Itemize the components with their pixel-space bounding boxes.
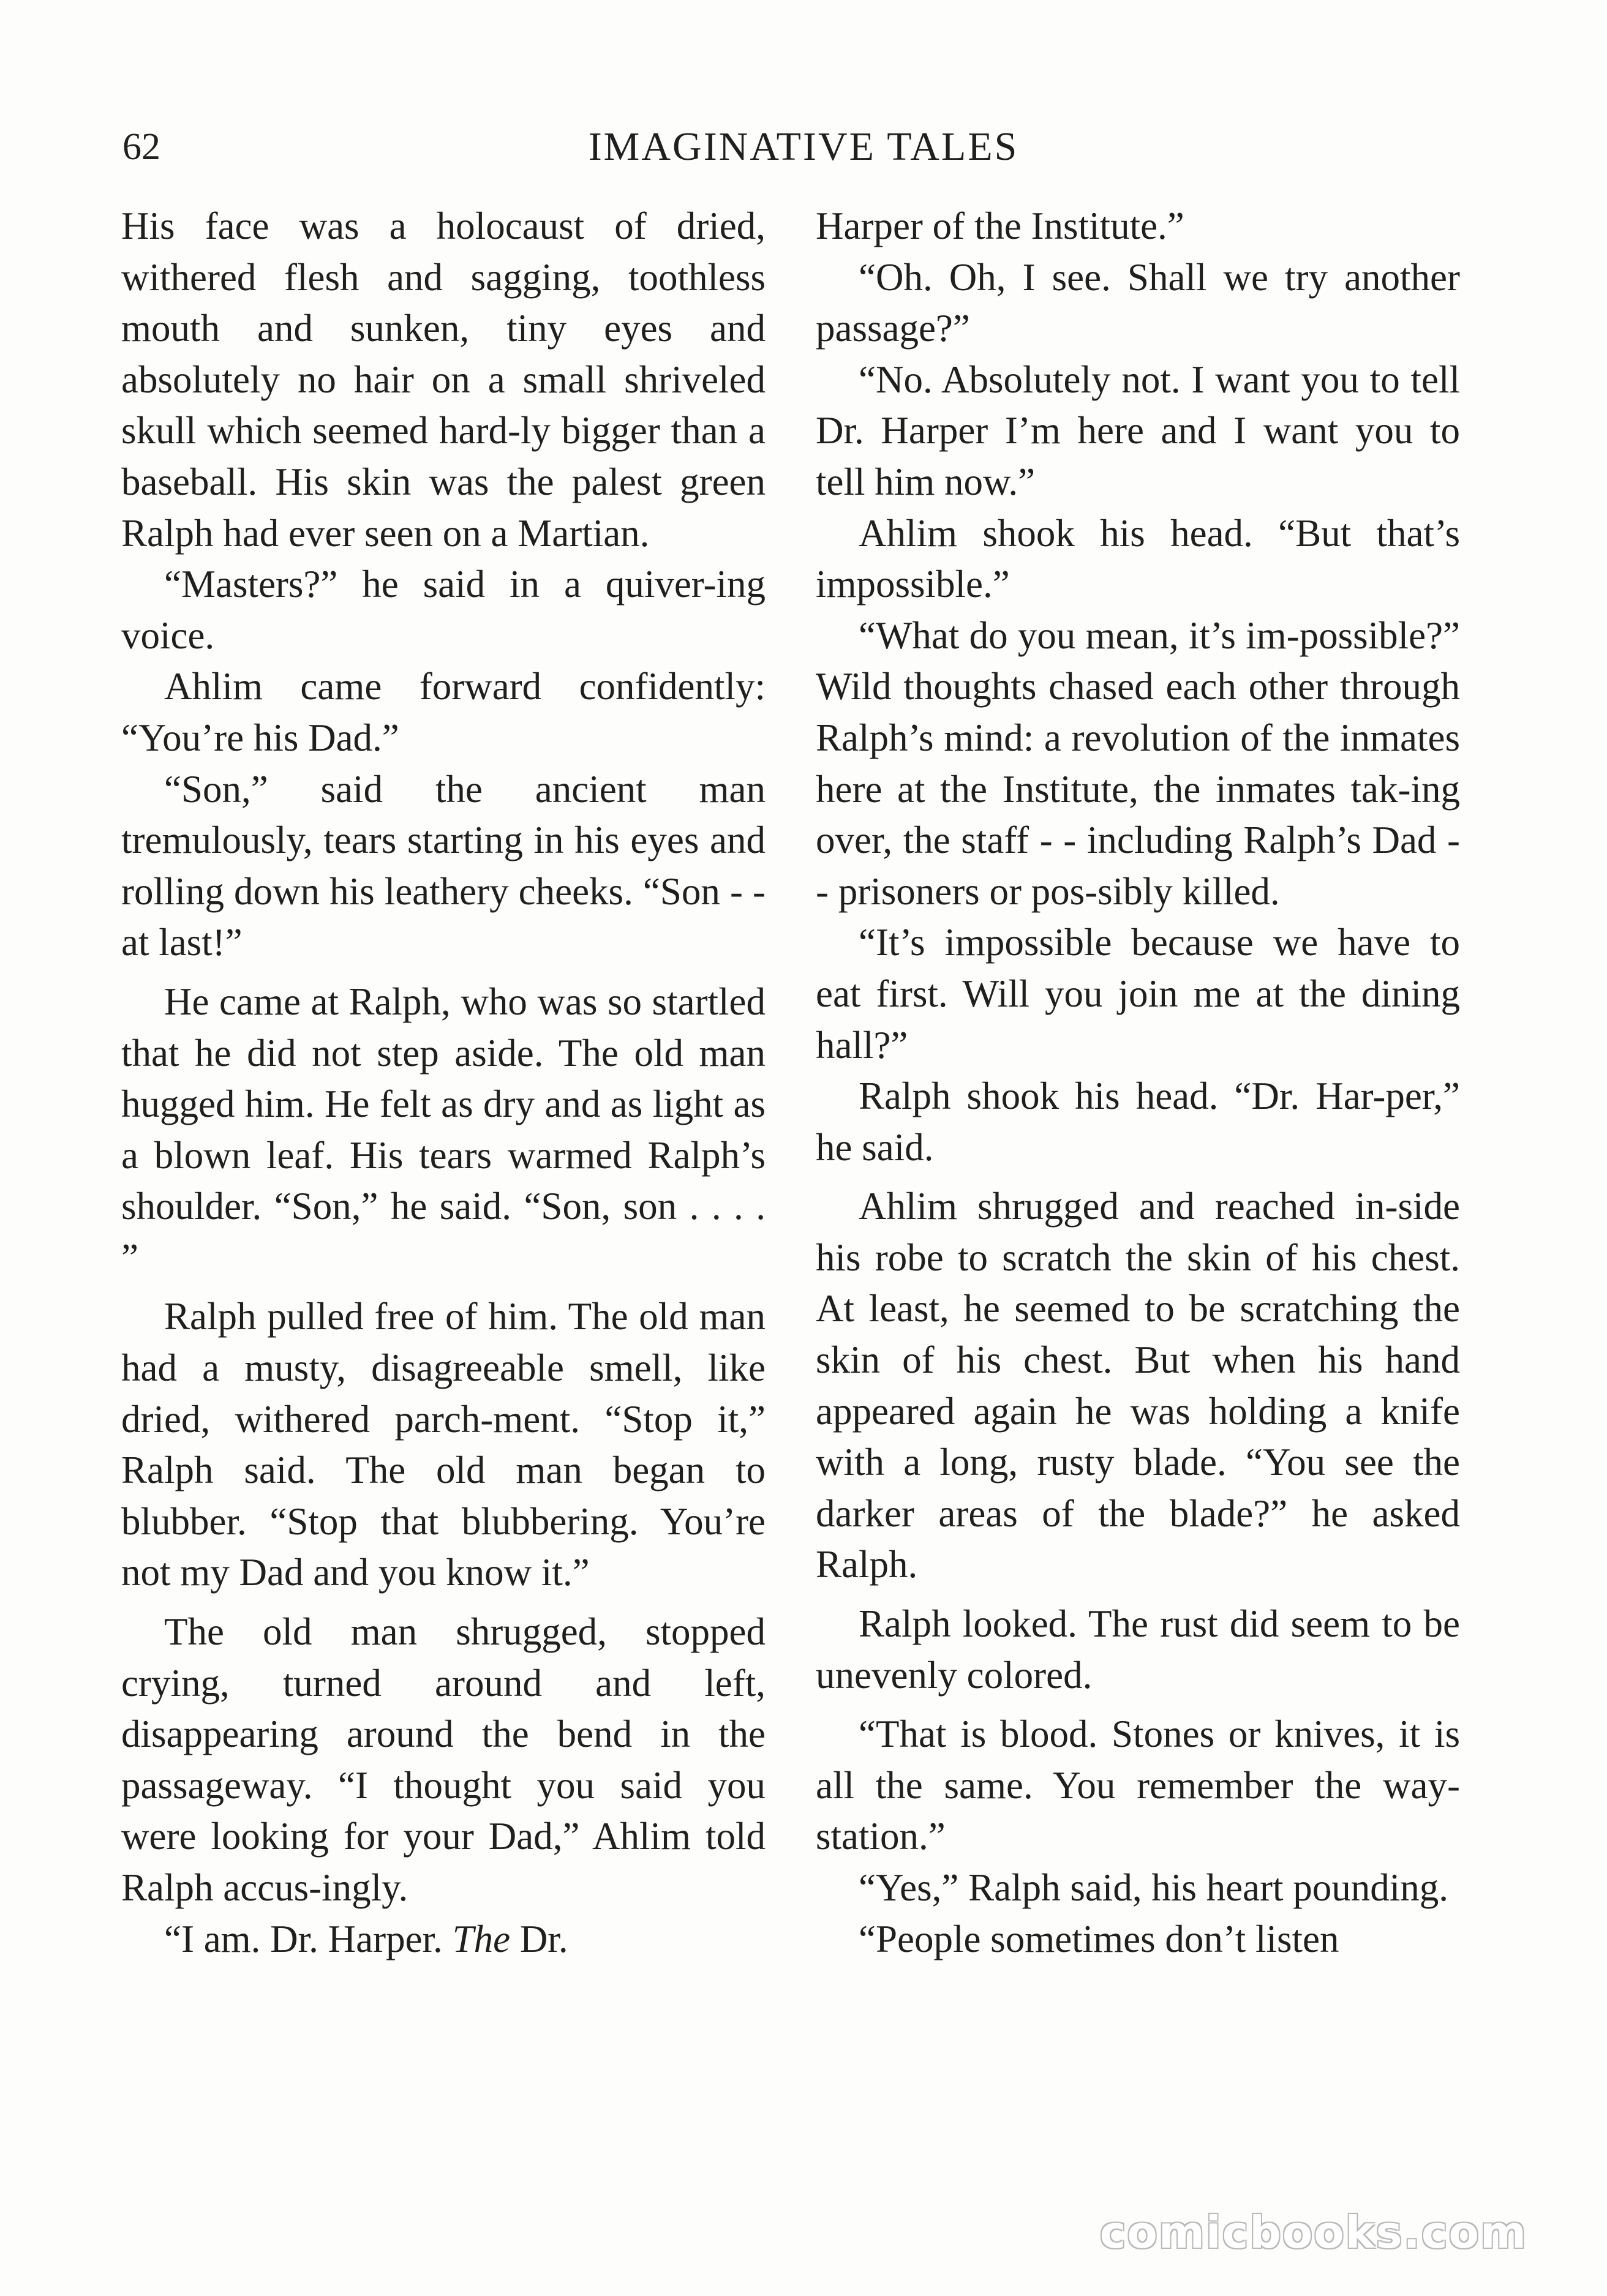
right-column [816,201,1460,1965]
paragraph: “That is blood. Stones or knives, it is all the same. You remember the way-station.” [816,1713,1460,1858]
paragraph: “People sometimes don’t listen [859,1917,1339,1960]
paragraph: Ralph shook his head. “Dr. Har-per,” he said. [816,1075,1460,1169]
paragraph: The old man shrugged, stopped crying, turned around and left, disappearing around the bend in the passageway. “I thought you said you were looking for your Dad,” Ahlim told Ralph accus-ingly. [121,1610,766,1909]
paragraph: “No. Absolutely not. I want you to tell Dr. Harper I’m here and I want you to tell him now.” [816,358,1460,503]
paragraph: His face was a holocaust of dried, withered flesh and sagging, toothless mouth and sunken, tiny eyes and absolutely no hair on a small shriveled skull which seemed hard-ly bigger than a baseball. His skin was the palest green Ralph had ever seen on a Martian. [121,204,766,555]
paragraph: “It’s impossible because we have to eat first. Will you join me at the dining hall?” [816,921,1460,1067]
italic-text: The [452,1917,511,1960]
paragraph: “Yes,” Ralph said, his heart pounding. [859,1866,1448,1909]
paragraph: Harper of the Institute.” [816,204,1184,247]
running-title: IMAGINATIVE TALES [588,124,1019,169]
watermark: comicbooks.com [1099,2207,1527,2258]
paragraph: Ralph looked. The rust did seem to be unevenly colored. [816,1602,1460,1697]
paragraph [121,1914,766,1965]
text-run: “I am. Dr. Harper. [164,1917,453,1960]
paragraph: Ahlim shrugged and reached in-side his robe to scratch the skin of his chest. At least, he seemed to be scratching the skin of his chest. But when his hand appeared again he was holding a knife with a long, rusty blade. “You see the darker areas of the blade?” he asked Ralph. [816,1185,1460,1586]
paragraph: “Masters?” he said in a quiver-ing voice. [121,563,766,657]
left-column [121,201,766,1965]
paragraph: “Son,” said the ancient man tremulously, tears starting in his eyes and rolling down his leathery cheeks. “Son - - at last!” [121,767,766,964]
paragraph: “What do you mean, it’s im-possible?” Wild thoughts chased each other through Ralph’s mind: a revolution of the inmates here at the Institute, the inmates tak-ing over, the staff - - including Ralph’s Dad - - prisoners or pos-sibly killed. [816,613,1460,913]
paragraph: Ahlim came forward confidently: “You’re his Dad.” [121,665,766,759]
paragraph: Ahlim shook his head. “But that’s impossible.” [816,511,1460,606]
paragraph: He came at Ralph, who was so startled that he did not step aside. The old man hugged him. He felt as dry and as light as a blown leaf. His tears warmed Ralph’s shoulder. “Son,” he said. “Son, son . . . . ” [121,980,766,1279]
paragraph: Ralph pulled free of him. The old man had a musty, disagreeable smell, like dried, withered parch-ment. “Stop it,” Ralph said. The old man began to blubber. “Stop that blubbering. You’re not my Dad and you know it.” [121,1295,766,1594]
page-number: 62 [122,126,160,168]
text-run: Dr. [510,1917,568,1960]
paragraph: “Oh. Oh, I see. Shall we try another passage?” [816,255,1460,350]
